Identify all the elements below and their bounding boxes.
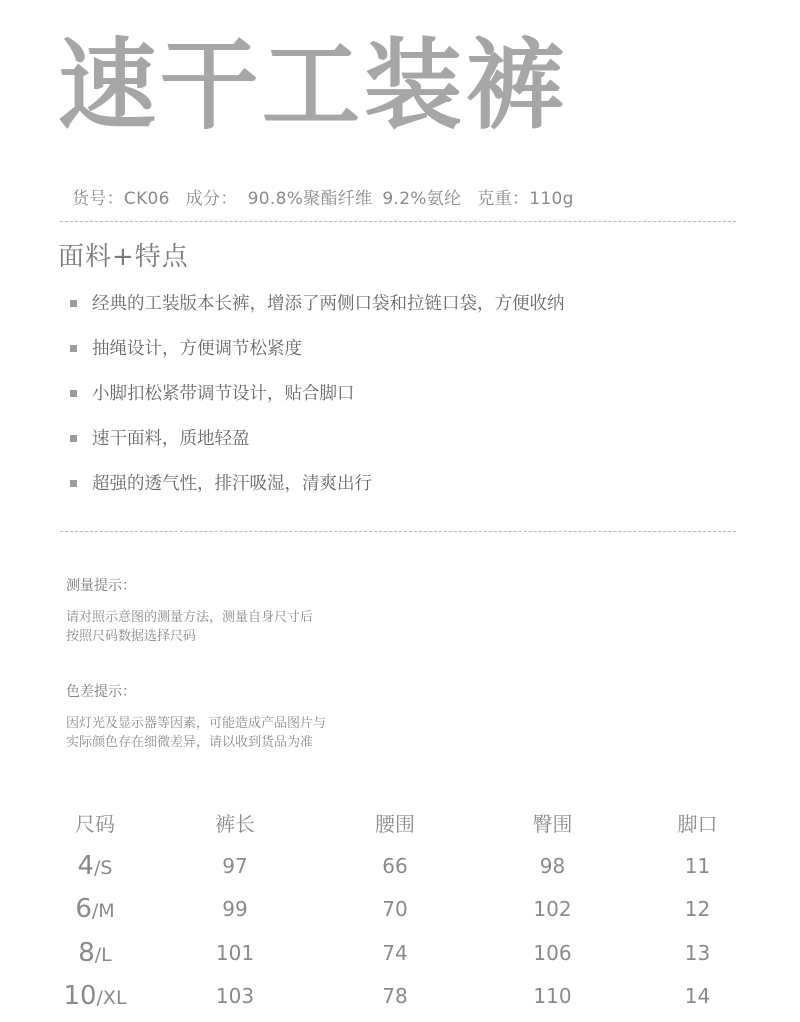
table-row bbox=[40, 844, 760, 888]
hip-cell: 106 bbox=[533, 940, 572, 965]
color-note-title: 色差提示： bbox=[66, 684, 136, 700]
hip-cell: 102 bbox=[533, 897, 572, 922]
table-row bbox=[40, 975, 760, 1019]
divider-middle bbox=[60, 531, 736, 532]
table-row bbox=[40, 931, 760, 975]
header-hip: 臀围 bbox=[532, 811, 573, 836]
feature-item: 抽绳设计，方便调节松紧度 bbox=[70, 330, 565, 375]
bullet-square-icon bbox=[70, 300, 77, 307]
size-cell: 6/M bbox=[75, 894, 115, 925]
hip-cell: 98 bbox=[539, 853, 566, 878]
hem-cell: 12 bbox=[684, 897, 711, 922]
color-note-text: 因灯光及显示器等因素，可能造成产品图片与 实际颜色存在细微差异，请以收到货品为准 bbox=[66, 716, 327, 750]
size-table bbox=[40, 800, 760, 1018]
feature-item: 速干面料，质地轻盈 bbox=[70, 420, 565, 465]
header-hem: 脚口 bbox=[677, 811, 718, 836]
section-title: 面料+特点 bbox=[58, 242, 189, 272]
composition-label: 成分： bbox=[185, 189, 238, 209]
size-cell: 10/XL bbox=[63, 981, 127, 1012]
header-size: 尺码 bbox=[75, 811, 115, 836]
header-waist: 腰围 bbox=[375, 811, 415, 836]
spec-line bbox=[72, 184, 584, 209]
fabric-weight: 克重：110g bbox=[477, 189, 574, 209]
hem-cell: 11 bbox=[684, 853, 711, 878]
waist-cell: 74 bbox=[382, 940, 408, 965]
size-table-header bbox=[40, 800, 760, 844]
bullet-square-icon bbox=[70, 480, 77, 487]
hem-cell: 14 bbox=[684, 984, 711, 1009]
feature-list bbox=[70, 285, 565, 510]
product-title: 速干工装裤 bbox=[58, 29, 569, 143]
waist-cell: 66 bbox=[382, 853, 408, 878]
hem-cell: 13 bbox=[684, 940, 711, 965]
header-length: 裤长 bbox=[215, 811, 255, 836]
bullet-square-icon bbox=[70, 435, 77, 442]
length-cell: 99 bbox=[222, 897, 248, 922]
length-cell: 97 bbox=[222, 853, 248, 878]
feature-item: 超强的透气性，排汗吸湿，清爽出行 bbox=[70, 465, 565, 510]
hip-cell: 110 bbox=[533, 984, 572, 1009]
waist-cell: 70 bbox=[382, 897, 408, 922]
bullet-square-icon bbox=[70, 390, 77, 397]
waist-cell: 78 bbox=[382, 984, 408, 1009]
table-row bbox=[40, 888, 760, 932]
bullet-square-icon bbox=[70, 345, 77, 352]
measure-note-text: 请对照示意图的测量方法，测量自身尺寸后 按照尺码数据选择尺码 bbox=[66, 610, 314, 644]
measure-note-title: 测量提示： bbox=[66, 578, 136, 594]
divider-top bbox=[60, 221, 736, 222]
size-cell: 8/L bbox=[78, 937, 112, 968]
composition-spandex: 9.2%氨纶 bbox=[382, 189, 462, 209]
size-cell: 4/S bbox=[77, 850, 113, 881]
length-cell: 103 bbox=[215, 984, 255, 1009]
feature-item: 小脚扣松紧带调节设计，贴合脚口 bbox=[70, 375, 565, 420]
composition-polyester: 90.8%聚酯纤维 bbox=[247, 189, 373, 209]
length-cell: 101 bbox=[215, 940, 255, 965]
item-number: 货号：CK06 bbox=[72, 189, 170, 209]
feature-item: 经典的工装版本长裤，增添了两侧口袋和拉链口袋，方便收纳 bbox=[70, 285, 565, 330]
